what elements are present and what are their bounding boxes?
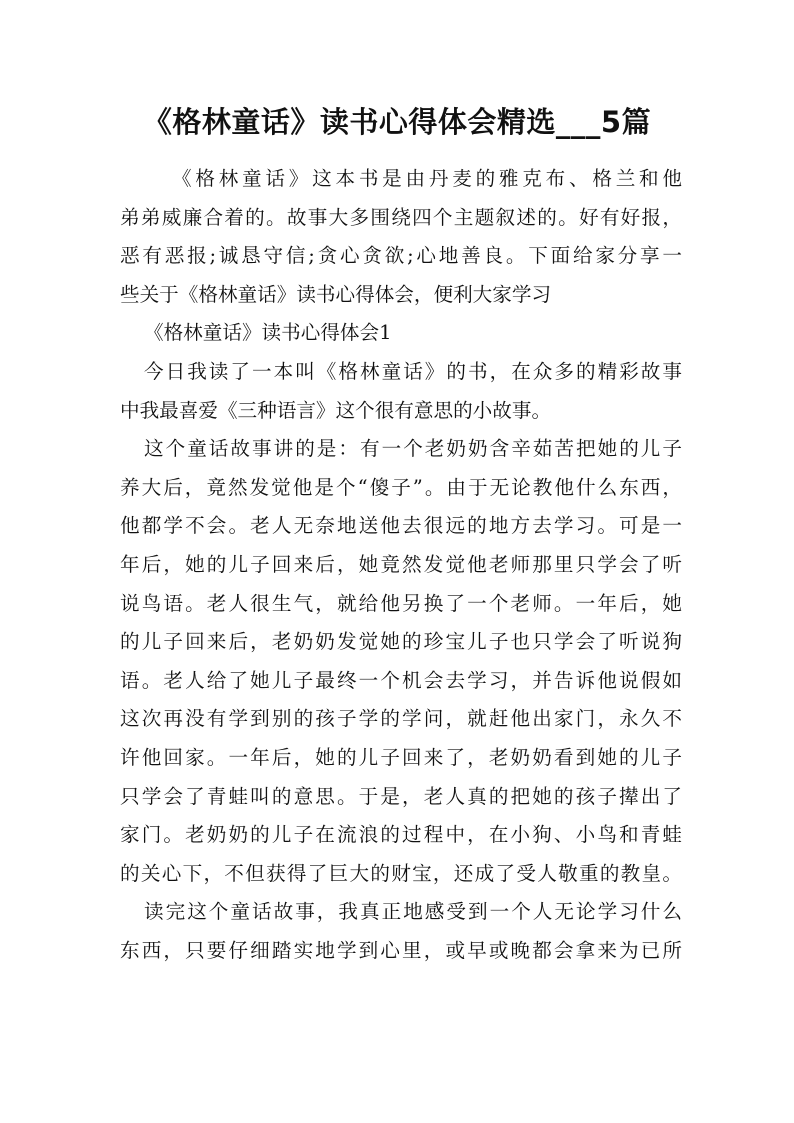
section-heading: 《格林童话》读书心得体会1 <box>144 321 392 345</box>
paragraph-line: 中我最喜爱《三种语言》这个很有意思的小故事。 <box>120 398 552 422</box>
paragraph-line: 养大后，竟然发觉他是个“傻子”。由于无论教他什么东西， <box>120 475 682 499</box>
paragraph-line: 弟弟威廉合着的。故事大多围绕四个主题叙述的。好有好报， <box>120 205 682 229</box>
paragraph-line: 说鸟语。老人很生气，就给他另换了一个老师。一年后，她 <box>120 591 682 615</box>
paragraph-line: 他都学不会。老人无奈地送他去很远的地方去学习。可是一 <box>120 514 682 538</box>
paragraph-line: 《格林童话》这本书是由丹麦的雅克布、格兰和他 <box>172 167 682 190</box>
paragraph-line: 些关于《格林童话》读书心得体会，便利大家学习 <box>120 282 552 306</box>
paragraph-line: 许他回家。一年后，她的儿子回来了，老奶奶看到她的儿子 <box>120 745 682 769</box>
paragraph-line: 这个童话故事讲的是：有一个老奶奶含辛茹苦把她的儿子 <box>144 437 682 461</box>
paragraph-line: 只学会了青蛙叫的意思。于是，老人真的把她的孩子撵出了 <box>120 784 682 808</box>
paragraph-line: 的关心下，不但获得了巨大的财宝，还成了受人敬重的教皇。 <box>120 861 682 885</box>
paragraph-line: 家门。老奶奶的儿子在流浪的过程中，在小狗、小鸟和青蛙 <box>120 823 682 847</box>
document-body <box>120 160 682 970</box>
document-title: 《格林童话》读书心得体会精选___5篇 <box>142 105 652 139</box>
paragraph-line: 恶有恶报;诚恳守信;贪心贪欲;心地善良。下面给家分享一 <box>120 244 682 268</box>
paragraph-line: 东西，只要仔细踏实地学到心里，或早或晚都会拿来为已所 <box>120 938 682 962</box>
paragraph-line: 年后，她的儿子回来后，她竟然发觉他老师那里只学会了听 <box>120 552 682 576</box>
paragraph-line: 今日我读了一本叫《格林童话》的书，在众多的精彩故事 <box>144 359 682 383</box>
paragraph-line: 这次再没有学到别的孩子学的学问，就赶他出家门，永久不 <box>120 707 682 731</box>
paragraph-line: 的儿子回来后，老奶奶发觉她的珍宝儿子也只学会了听说狗 <box>120 630 682 654</box>
paragraph-line: 语。老人给了她儿子最终一个机会去学习，并告诉他说假如 <box>120 668 682 692</box>
paragraph-line: 读完这个童话故事，我真正地感受到一个人无论学习什么 <box>144 900 682 924</box>
